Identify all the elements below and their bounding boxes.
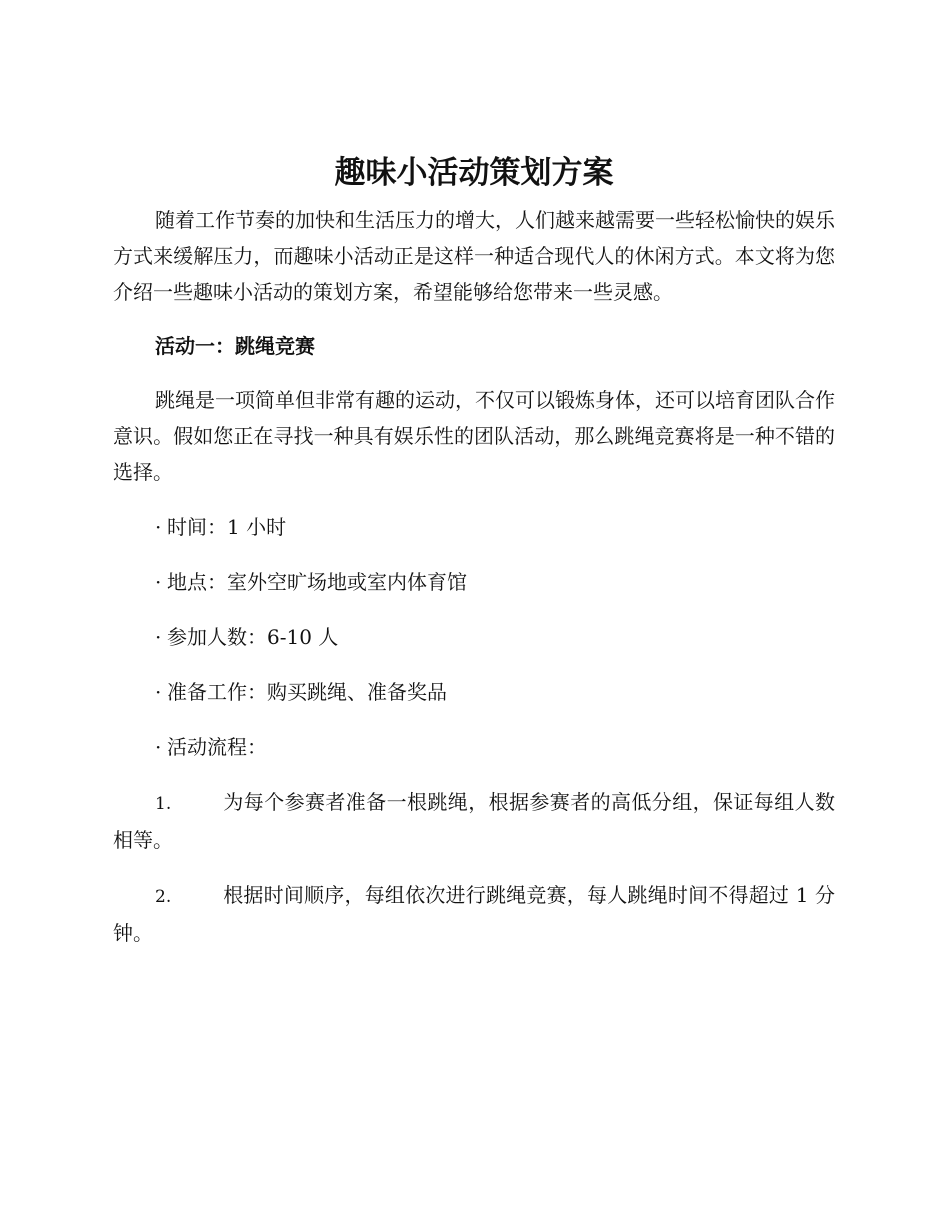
bullet-text: 准备工作：购买跳绳、准备奖品 (167, 680, 447, 704)
bullet-text: 参加人数：6-10 人 (167, 625, 339, 649)
bullet-item-location (113, 564, 835, 600)
bullet-text: 活动流程： (167, 735, 267, 759)
intro-paragraph: 随着工作节奏的加快和生活压力的增大，人们越来越需要一些轻松愉快的娱乐方式来缓解压力，而趣味小活动正是这样一种适合现代人的休闲方式。本文将为您介绍一些趣味小活动的策划方案，希望能够给您带来一些灵感。 (113, 208, 835, 304)
step-text: 根据时间顺序，每组依次进行跳绳竞赛，每人跳绳时间不得超过 1 分钟。 (113, 883, 835, 945)
document-title: 趣味小活动策划方案 (334, 155, 614, 191)
bullet-marker: · (155, 625, 162, 649)
step-number: 1. (155, 794, 172, 814)
step-text: 为每个参赛者准备一根跳绳，根据参赛者的高低分组，保证每组人数相等。 (113, 790, 835, 852)
section-body-paragraph: 跳绳是一项简单但非常有趣的运动，不仅可以锻炼身体，还可以培育团队合作意识。假如您正在寻找一种具有娱乐性的团队活动，那么跳绳竞赛将是一种不错的选择。 (113, 388, 835, 484)
numbered-step-2 (113, 877, 835, 951)
bullet-item-time (113, 509, 835, 545)
bullet-item-process (113, 729, 835, 765)
step-number: 2. (155, 887, 172, 907)
bullet-marker: · (155, 570, 162, 594)
bullet-marker: · (155, 680, 162, 704)
numbered-list (113, 784, 835, 951)
bullet-marker: · (155, 515, 162, 539)
bullet-list (113, 509, 835, 765)
bullet-text: 时间：1 小时 (167, 515, 287, 539)
numbered-step-1 (113, 784, 835, 858)
bullet-marker: · (155, 735, 162, 759)
document-content (113, 146, 835, 951)
bullet-item-preparation (113, 674, 835, 710)
bullet-item-participants (113, 619, 835, 655)
section-heading: 活动一：跳绳竞赛 (155, 334, 315, 358)
bullet-text: 地点：室外空旷场地或室内体育馆 (167, 570, 467, 594)
